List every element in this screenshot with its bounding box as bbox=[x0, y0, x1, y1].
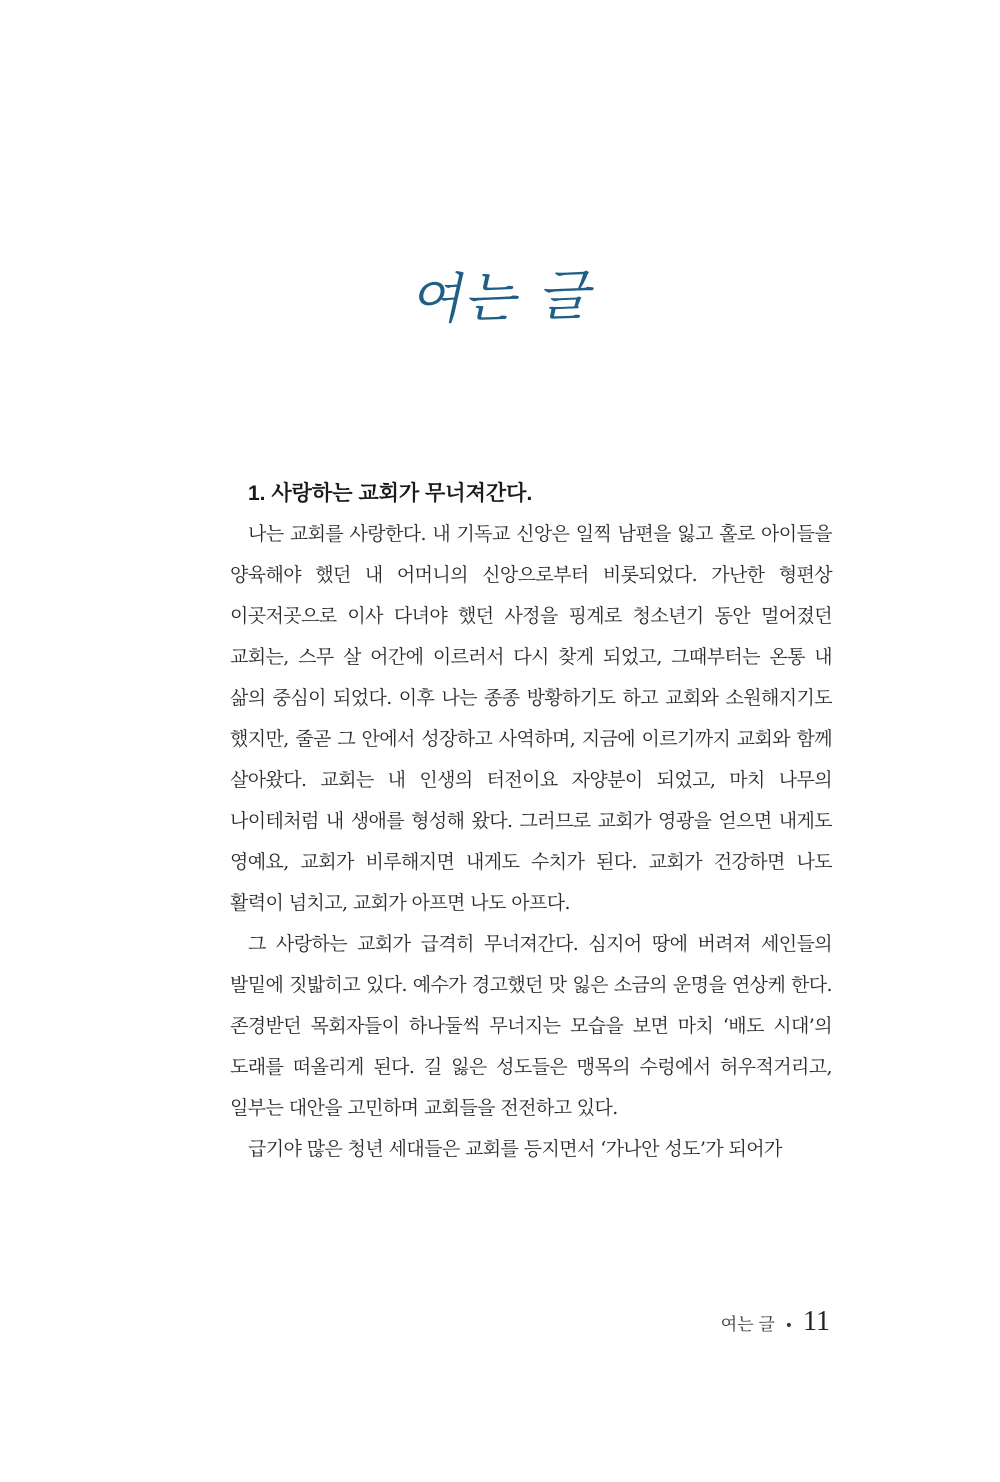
page-footer bbox=[721, 1306, 830, 1338]
footer-separator: • bbox=[784, 1318, 794, 1334]
chapter-title: 여는 글 bbox=[408, 263, 592, 332]
body-text-block bbox=[230, 474, 832, 1170]
paragraph-1: 나는 교회를 사랑한다. 내 기독교 신앙은 일찍 남편을 잃고 홀로 아이들을 양육해야 했던 내 어머니의 신앙으로부터 비롯되었다. 가난한 형편상 이곳저곳으로 이사 다녀야 했던 사정을 핑계로 청소년기 동안 멀어졌던 교회는, 스무 살 어간에 이르러서 다시 찾게 되었고, 그때부터는 온통 내 삶의 중심이 되었다. 이후 나는 종종 방황하기도 하고 교회와 소원해지기도 했지만, 줄곧 그 안에서 성장하고 사역하며, 지금에 이르기까지 교회와 함께 살아왔다. 교회는 내 인생의 터전이요 자양분이 되었고, 마치 나무의 나이테처럼 내 생애를 형성해 왔다. 그러므로 교회가 영광을 얻으면 내게도 영예요, 교회가 비루해지면 내게도 수치가 된다. 교회가 건강하면 나도 활력이 넘치고, 교회가 아프면 나도 아프다. bbox=[230, 523, 832, 914]
page-number: 11 bbox=[803, 1306, 830, 1337]
running-footer-title: 여는 글 bbox=[720, 1315, 775, 1334]
paragraph-2: 그 사랑하는 교회가 급격히 무너져간다. 심지어 땅에 버려져 세인들의 발밑에 짓밟히고 있다. 예수가 경고했던 맛 잃은 소금의 운명을 연상케 한다. 존경받던 목회자들이 하나둘씩 무너지는 모습을 보면 마치 ‘배도 시대’의 도래를 떠올리게 된다. 길 잃은 성도들은 맹목의 수렁에서 허우적거리고, 일부는 대안을 고민하며 교회들을 전전하고 있다. bbox=[230, 933, 832, 1119]
paragraph-3: 급기야 많은 청년 세대들은 교회를 등지면서 ‘가나안 성도’가 되어가 bbox=[248, 1138, 782, 1160]
section-heading: 1. 사랑하는 교회가 무너져간다. bbox=[248, 482, 533, 505]
